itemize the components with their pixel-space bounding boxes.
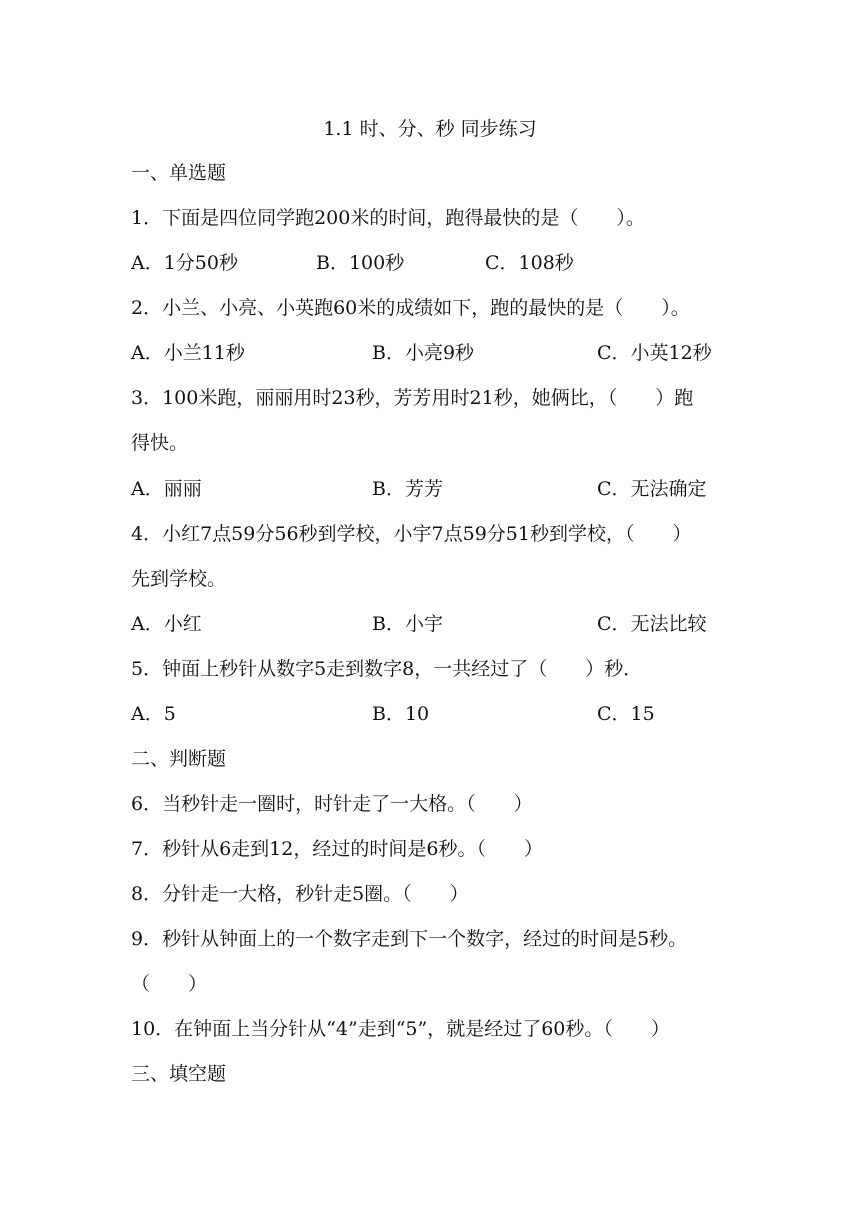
question-2-option-a: A．小兰11秒 bbox=[131, 342, 245, 364]
question-4: 4．小红7点59分56秒到学校，小宇7点59分51秒到学校，（ ） bbox=[131, 523, 692, 545]
section-heading-single-choice: 一、单选题 bbox=[131, 162, 227, 184]
question-5-option-c: C．15 bbox=[597, 703, 655, 725]
question-1-option-c: C．108秒 bbox=[485, 252, 574, 274]
question-5-option-b: B．10 bbox=[372, 703, 430, 725]
question-2: 2．小兰、小亮、小英跑60米的成绩如下，跑的最快的是（ ）。 bbox=[131, 297, 690, 319]
question-4-option-b: B．小宇 bbox=[372, 613, 443, 635]
question-1-option-a: A．1分50秒 bbox=[131, 252, 238, 274]
question-9-continued: （ ） bbox=[131, 973, 208, 995]
question-4-option-c: C．无法比较 bbox=[597, 613, 707, 635]
question-1-option-b: B．100秒 bbox=[316, 252, 405, 274]
question-1: 1．下面是四位同学跑200米的时间，跑得最快的是（ ）。 bbox=[131, 207, 645, 229]
section-heading-true-false: 二、判断题 bbox=[131, 748, 227, 770]
question-9: 9．秒针从钟面上的一个数字走到下一个数字，经过的时间是5秒。 bbox=[131, 928, 688, 950]
question-7: 7．秒针从6走到12，经过的时间是6秒。（ ） bbox=[131, 838, 543, 860]
question-3-option-c: C．无法确定 bbox=[597, 478, 707, 500]
question-10: 10．在钟面上当分针从“4”走到“5”，就是经过了60秒。（ ） bbox=[131, 1018, 670, 1040]
question-8: 8．分针走一大格，秒针走5圈。（ ） bbox=[131, 883, 469, 905]
question-5: 5．钟面上秒针从数字5走到数字8，一共经过了（ ）秒． bbox=[131, 658, 643, 680]
question-5-option-a: A．5 bbox=[131, 703, 176, 725]
page-title: 1.1 时、分、秒 同步练习 bbox=[323, 118, 537, 140]
question-4-option-a: A．小红 bbox=[131, 613, 202, 635]
question-2-option-b: B．小亮9秒 bbox=[372, 342, 475, 364]
question-3-continued: 得快。 bbox=[131, 432, 189, 454]
question-2-option-c: C．小英12秒 bbox=[597, 342, 712, 364]
question-6: 6．当秒针走一圈时，时针走了一大格。（ ） bbox=[131, 793, 533, 815]
question-4-continued: 先到学校。 bbox=[131, 568, 227, 590]
section-heading-fill-blank: 三、填空题 bbox=[131, 1063, 227, 1085]
question-3-option-b: B．芳芳 bbox=[372, 478, 443, 500]
question-3: 3．100米跑，丽丽用时23秒，芳芳用时21秒，她俩比，（ ）跑 bbox=[131, 387, 694, 409]
question-3-option-a: A．丽丽 bbox=[131, 478, 202, 500]
